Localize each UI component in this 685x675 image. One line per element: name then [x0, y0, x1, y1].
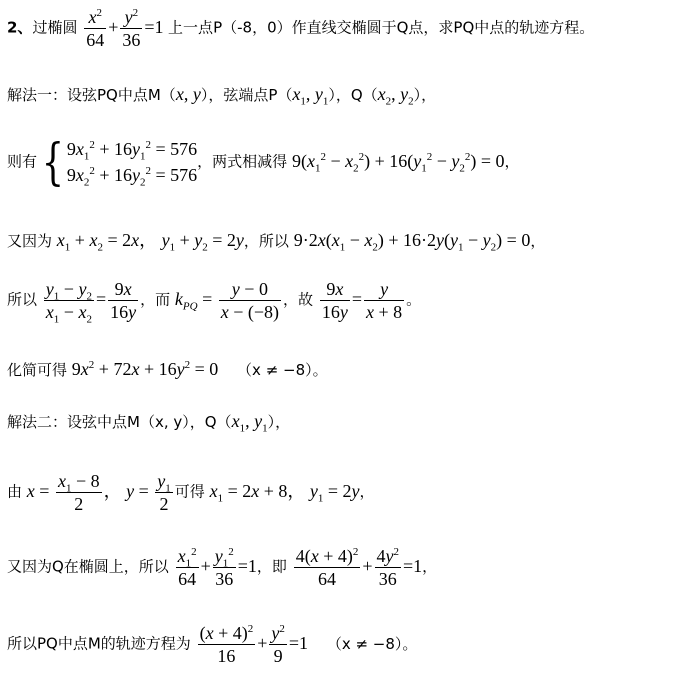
then-label: 则有	[7, 152, 38, 171]
ellipse-equation: $\frac{x^2}{64}$ + $\frac{y^2}{36}$ =1	[86, 7, 169, 50]
method2-line1: 设弦中点M（x, y），Q（	[67, 413, 232, 431]
also2-label: 又因为Q在椭圆上，所以	[7, 557, 169, 576]
system-line: 则有{ $9x_1^2 + 16y_1^2 = 576$ $9x_2^2 + 16y_2^2 = 576$ ，两式相减得 $9(x_1^2 - x_2^2) + 16(y_1^2 - y_2^2) = 0$，	[7, 133, 520, 191]
ie-label: ，即	[256, 557, 287, 576]
final-cond: （x ≠ −8）。	[326, 634, 418, 653]
result1-equation: $9x^2 + 72x + 16y^2 = 0$	[71, 359, 219, 379]
final-label: 所以PQ中点M的轨迹方程为	[7, 634, 191, 653]
hence-label: ，故	[283, 290, 314, 309]
get-label: 可得	[174, 482, 205, 501]
method2-title: 解法二：	[7, 413, 68, 431]
method1-text-b: ），弦端点P（	[200, 86, 293, 104]
result1-line	[7, 359, 328, 380]
method1-intro: 解法一：设弦PQ中点M（x, y），弦端点$P(x_1$, $y_1$），$Q(x_2$, $y_2$），	[7, 84, 437, 108]
slope-line: 所以 $\frac{y_1 - y_2}{x_1 - x_2}$ = $\frac{9x}{16y}$ ，而 $k_{PQ}$ = $\frac{y - 0}{x - (-8)}$ ，故 $\frac{9x}{16y}$ = $\frac{y}{x + 8}$ 。	[7, 279, 422, 326]
problem-point: P（-8，0）	[213, 18, 292, 37]
by-label: 由	[7, 482, 23, 501]
problem-text-a: 过椭圆	[32, 18, 78, 37]
sum-line: 又因为 $x_1 + x_2 = 2x$， $y_1 + y_2 = 2y$，所以 $9\cdot 2x(x_1 - x_2) + 16\cdot 2y(y_1 - y_2) = 0$，	[7, 230, 546, 254]
so2-label: 所以	[7, 290, 38, 309]
slope-equation: $\frac{y_1 - y_2}{x_1 - x_2}$ = $\frac{9x}{16y}$	[45, 279, 137, 326]
problem-number: 2、	[7, 18, 33, 37]
subtract-label: ，两式相减得	[197, 152, 288, 171]
difference-equation: $9(x_1^2 - x_2^2) + 16(y_1^2 - y_2^2) = 0$	[291, 150, 505, 175]
method1-text-c: ），Q（	[328, 86, 378, 104]
final-equation: $\frac{(x + 4)^2}{16}$ + $\frac{y^2}{9}$ =1	[199, 623, 309, 666]
result1-cond: （x ≠ −8）。	[237, 361, 328, 379]
also-label: 又因为	[7, 232, 53, 250]
substitution-line: 又因为Q在椭圆上，所以 $\frac{x_1^2}{64}$ + $\frac{y_1^2}{36}$ =1，即 $\frac{4(x + 4)^2}{64}$ + $\frac{4y^2}{36}$ =1，	[7, 546, 438, 589]
method1-text-a: 设弦PQ中点M（	[67, 86, 176, 104]
method1-title: 解法一：	[7, 86, 68, 104]
so-label: ，所以	[243, 232, 289, 250]
equation-system: $9x_1^2 + 16y_1^2 = 576$ $9x_2^2 + 16y_2^2 = 576$	[66, 139, 198, 189]
problem-text-b: 上一点	[168, 18, 214, 37]
simplify-label: 化简可得	[7, 361, 68, 379]
and-label: ，而	[140, 290, 171, 309]
period-1: 。	[406, 290, 422, 309]
method2-intro: 解法二：设弦中点M（x, y），$Q(x_1$, $y_1$），	[7, 411, 291, 435]
brace-icon: {	[41, 133, 65, 191]
final-line	[7, 622, 417, 667]
method1-text-d: ），	[413, 86, 437, 104]
midpoint-line: 由 x = $\frac{x_1 - 8}{2}$ ， y = $\frac{y_1}{2}$ 可得 $x_1 = 2x + 8$， $y_1 = 2y$，	[7, 471, 375, 514]
problem-text-c: 作直线交椭圆于Q点，求PQ中点的轨迹方程。	[291, 18, 595, 37]
problem-line	[7, 6, 594, 51]
